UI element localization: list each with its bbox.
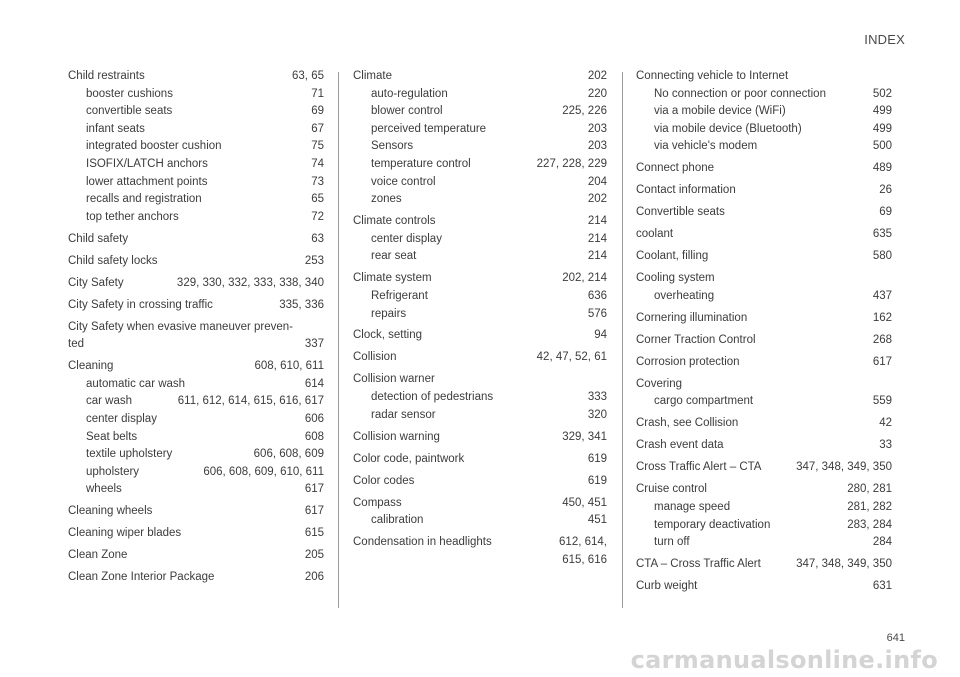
index-term: Climate: [353, 70, 392, 82]
index-subterm: upholstery: [86, 465, 140, 478]
index-entry-line: [353, 327, 607, 345]
index-entry: [636, 160, 892, 178]
index-pages: 202: [587, 70, 607, 82]
index-entry: [68, 569, 324, 587]
index-subentry: [68, 121, 324, 139]
index-term: Cleaning wiper blades: [68, 527, 182, 540]
column-divider: [622, 72, 623, 608]
index-entry-line: [68, 68, 324, 86]
index-subterm: temporary deactivation: [654, 518, 771, 531]
index-subpages: 283, 284: [847, 518, 892, 531]
index-term: Cornering illumination: [636, 311, 748, 324]
index-subentry: [353, 288, 607, 306]
index-subentry: [353, 248, 607, 266]
index-subpages: 74: [311, 157, 324, 170]
index-entry: [636, 376, 892, 411]
index-subterm: infant seats: [86, 122, 145, 135]
index-entry: [636, 332, 892, 350]
index-pages: 347, 348, 349, 350: [796, 558, 892, 571]
index-entry: [68, 547, 324, 565]
index-entry-line: [68, 569, 324, 587]
index-term: Connect phone: [636, 162, 715, 175]
index-subentry: [636, 534, 892, 552]
index-entry-line: [68, 336, 324, 354]
index-entry: [68, 68, 324, 226]
index-entry: [636, 68, 892, 156]
index-pages: 347, 348, 349, 350: [796, 461, 892, 474]
index-subentry: [68, 393, 324, 411]
index-entry-line: [68, 358, 324, 376]
index-entry-line: [636, 481, 892, 499]
index-pages: 617: [872, 355, 892, 368]
index-entry: [353, 349, 607, 367]
index-pages: 280, 281: [847, 483, 892, 496]
index-subpages: 559: [872, 395, 892, 408]
index-subentry: [68, 174, 324, 192]
index-subterm: radar sensor: [371, 408, 436, 421]
index-subpages: 220: [587, 87, 607, 100]
index-entry-line: [68, 525, 324, 543]
index-pages: 33: [879, 439, 892, 452]
index-term: Child safety: [68, 232, 129, 245]
index-subentry: [353, 231, 607, 249]
index-term: Contact information: [636, 184, 736, 197]
index-entry-line: [636, 160, 892, 178]
index-subpages: 499: [872, 122, 892, 135]
index-subterm: rear seat: [371, 250, 417, 263]
index-subpages: 65: [311, 193, 324, 206]
index-column-2: [353, 68, 607, 574]
index-pages: 612, 614,: [559, 536, 607, 549]
index-subpages: 71: [311, 87, 324, 100]
index-entry: [68, 319, 324, 354]
index-subentry: [353, 156, 607, 174]
index-pages: 608, 610, 611: [254, 360, 324, 373]
index-term: Clock, setting: [353, 329, 423, 342]
index-subentry: [636, 499, 892, 517]
index-subpages: 320: [587, 408, 607, 421]
index-subpages: 606: [304, 413, 324, 426]
index-subentry: [68, 86, 324, 104]
index-pages: 619: [587, 474, 607, 487]
index-subentry: [353, 512, 607, 530]
index-pages: 337: [304, 338, 324, 351]
index-entry-line: [353, 473, 607, 491]
index-subterm: Sensors: [371, 140, 414, 153]
index-entry-line: [636, 270, 892, 288]
index-subterm: booster cushions: [86, 87, 173, 100]
index-subterm: Refrigerant: [371, 289, 428, 302]
index-pages: 202, 214: [562, 272, 607, 285]
index-term: Covering: [636, 377, 683, 390]
index-subpages: 606, 608, 609: [253, 448, 324, 461]
index-term: CTA – Cross Traffic Alert: [636, 558, 761, 571]
index-subterm: turn off: [654, 536, 690, 549]
index-subterm: blower control: [371, 105, 443, 118]
index-entry-line: [636, 68, 892, 86]
index-pages: 450, 451: [562, 496, 607, 509]
index-subterm: No connection or poor connection: [654, 87, 826, 100]
index-term-continued: ted: [68, 338, 84, 351]
index-column-3: [636, 68, 892, 600]
index-subpages: 500: [872, 140, 892, 153]
index-subterm: perceived temperature: [371, 122, 487, 135]
index-pages: 268: [872, 333, 892, 346]
index-subpages: 67: [311, 122, 324, 135]
index-subentry: [68, 376, 324, 394]
index-subpages: 576: [587, 307, 607, 320]
page-header-title: INDEX: [864, 32, 905, 47]
index-pages: 42, 47, 52, 61: [536, 351, 607, 364]
index-subpages: 333: [587, 391, 607, 404]
index-entry: [353, 429, 607, 447]
index-subpages: 203: [587, 140, 607, 153]
index-subentry: [353, 407, 607, 425]
index-term: Cleaning wheels: [68, 505, 153, 518]
index-subentry: [353, 86, 607, 104]
index-pages: 253: [304, 254, 324, 267]
index-subpages: 202: [587, 193, 607, 206]
index-entry-line: [636, 204, 892, 222]
index-entry: [353, 495, 607, 530]
index-subterm: car wash: [86, 395, 133, 408]
index-entry: [68, 358, 324, 499]
index-entry-line: [68, 503, 324, 521]
index-entry: [636, 578, 892, 596]
index-subpages: 451: [587, 514, 607, 527]
index-entry: [636, 415, 892, 433]
page-number: 641: [886, 632, 905, 644]
watermark-bar: [0, 643, 960, 677]
index-subterm: repairs: [371, 307, 407, 320]
index-entry-line: [353, 534, 607, 552]
index-entry-line: [353, 349, 607, 367]
index-term: City Safety when evasive maneuver preven-: [68, 320, 293, 333]
index-entry: [68, 275, 324, 293]
index-term: Corner Traction Control: [636, 333, 756, 346]
index-subentry: [353, 138, 607, 156]
index-subpages: 204: [587, 175, 607, 188]
index-term: Curb weight: [636, 580, 698, 593]
index-pages: 617: [304, 505, 324, 518]
index-entry: [636, 556, 892, 574]
index-column-1: [68, 68, 324, 591]
index-subterm: calibration: [371, 514, 424, 527]
index-subterm: ISOFIX/LATCH anchors: [86, 157, 208, 170]
index-entry: [636, 459, 892, 477]
index-pages: 489: [872, 162, 892, 175]
index-term: Cooling system: [636, 272, 715, 285]
index-pages: 69: [879, 206, 892, 219]
index-term: Crash, see Collision: [636, 417, 739, 430]
index-subentry: [353, 306, 607, 324]
index-entry: [353, 68, 607, 209]
index-entry-line: [353, 371, 607, 389]
index-subpages: 225, 226: [562, 105, 607, 118]
index-subterm: integrated booster cushion: [86, 140, 222, 153]
index-entry: [353, 371, 607, 424]
index-entry-line: [636, 578, 892, 596]
index-subterm: via a mobile device (WiFi): [654, 105, 786, 118]
index-pages: 42: [879, 417, 892, 430]
index-entry-line: [636, 415, 892, 433]
index-entry: [636, 270, 892, 305]
index-entry: [68, 231, 324, 249]
index-term: Clean Zone: [68, 549, 128, 562]
index-pages: 329, 341: [562, 430, 607, 443]
index-pages: 206: [304, 571, 324, 584]
index-subpages: 617: [304, 483, 324, 496]
index-subentry: [636, 103, 892, 121]
index-subterm: Seat belts: [86, 430, 138, 443]
index-pages: 63, 65: [292, 70, 324, 82]
index-term: Collision warner: [353, 373, 435, 386]
index-term: Coolant, filling: [636, 250, 709, 263]
index-subpages: 636: [587, 289, 607, 302]
index-pages: 214: [587, 215, 607, 228]
index-subpages: 75: [311, 140, 324, 153]
index-entry-line: [353, 495, 607, 513]
index-entry: [636, 310, 892, 328]
index-term: Cruise control: [636, 483, 707, 496]
index-subterm: recalls and registration: [86, 193, 202, 206]
index-subpages: 611, 612, 614, 615, 616, 617: [177, 395, 324, 408]
index-term: Convertible seats: [636, 206, 725, 219]
index-term: Crash event data: [636, 439, 724, 452]
index-subpages: 72: [311, 210, 324, 223]
index-pages: 63: [311, 232, 324, 245]
index-subentry: [353, 103, 607, 121]
index-pages-continued: 615, 616: [562, 553, 607, 566]
index-entry-line: [353, 270, 607, 288]
index-term: City Safety in crossing traffic: [68, 298, 213, 311]
index-entry-line: [636, 437, 892, 455]
index-entry: [353, 473, 607, 491]
index-term: Climate controls: [353, 215, 436, 228]
index-entry: [353, 327, 607, 345]
column-divider: [338, 72, 339, 608]
index-entry-line: [636, 376, 892, 394]
index-subentry: [636, 517, 892, 535]
index-subterm: center display: [86, 413, 157, 426]
index-subpages: 214: [587, 250, 607, 263]
index-pages: 619: [587, 452, 607, 465]
index-subpages: 606, 608, 609, 610, 611: [203, 465, 324, 478]
index-term: Condensation in headlights: [353, 536, 492, 549]
index-term: Connecting vehicle to Internet: [636, 70, 789, 82]
index-subentry: [68, 411, 324, 429]
index-subterm: via mobile device (Bluetooth): [654, 122, 802, 135]
index-subpages: 284: [872, 536, 892, 549]
index-subterm: top tether anchors: [86, 210, 179, 223]
index-entry: [68, 503, 324, 521]
index-subentry: [636, 288, 892, 306]
index-subterm: wheels: [86, 483, 122, 496]
index-subterm: convertible seats: [86, 105, 173, 118]
index-subpages: 203: [587, 122, 607, 135]
index-subentry: [636, 393, 892, 411]
index-pages: 615: [304, 527, 324, 540]
index-entry-line: [353, 68, 607, 86]
index-pages: 162: [872, 311, 892, 324]
index-term: Climate system: [353, 272, 432, 285]
index-entry-line: [636, 248, 892, 266]
index-entry-line: [353, 213, 607, 231]
index-subterm: via vehicle's modem: [654, 140, 758, 153]
index-subentry: [353, 191, 607, 209]
index-entry: [353, 534, 607, 569]
index-entry-line: [68, 547, 324, 565]
index-subterm: lower attachment points: [86, 175, 208, 188]
index-entry: [68, 253, 324, 271]
index-term: coolant: [636, 228, 674, 241]
index-entry: [68, 525, 324, 543]
index-entry-line: [68, 297, 324, 315]
index-entry: [353, 451, 607, 469]
index-entry: [636, 248, 892, 266]
index-subentry: [353, 389, 607, 407]
index-entry-line: [636, 354, 892, 372]
index-subentry: [68, 446, 324, 464]
index-subterm: temperature control: [371, 157, 471, 170]
index-subentry: [68, 156, 324, 174]
index-subpages: 214: [587, 232, 607, 245]
index-subentry: [636, 86, 892, 104]
index-subpages: 502: [872, 87, 892, 100]
index-subterm: cargo compartment: [654, 395, 754, 408]
index-term: Child safety locks: [68, 254, 158, 267]
index-entry: [636, 481, 892, 551]
index-subentry: [68, 481, 324, 499]
index-term: City Safety: [68, 276, 124, 289]
index-term: Corrosion protection: [636, 355, 740, 368]
index-subpages: 281, 282: [847, 500, 892, 513]
index-subpages: 73: [311, 175, 324, 188]
index-subterm: textile upholstery: [86, 448, 173, 461]
index-term: Collision: [353, 351, 397, 364]
index-pages: 635: [872, 228, 892, 241]
index-pages: 26: [879, 184, 892, 197]
index-entry-line: [636, 556, 892, 574]
index-subterm: voice control: [371, 175, 436, 188]
index-entry: [636, 437, 892, 455]
index-pages: 335, 336: [279, 298, 324, 311]
index-subpages: 227, 228, 229: [536, 157, 607, 170]
index-subpages: 499: [872, 105, 892, 118]
index-entry: [68, 297, 324, 315]
index-entry-line: [68, 231, 324, 249]
index-term: Cleaning: [68, 360, 114, 373]
index-term: Child restraints: [68, 70, 145, 82]
index-entry: [636, 354, 892, 372]
index-entry: [636, 182, 892, 200]
index-subterm: auto-regulation: [371, 87, 448, 100]
index-subentry: [68, 103, 324, 121]
index-entry: [636, 226, 892, 244]
index-subterm: center display: [371, 232, 442, 245]
index-subpages: 608: [304, 430, 324, 443]
index-subentry: [636, 138, 892, 156]
index-subpages: 69: [311, 105, 324, 118]
index-pages: 631: [872, 580, 892, 593]
index-term: Clean Zone Interior Package: [68, 571, 215, 584]
index-pages: 329, 330, 332, 333, 338, 340: [176, 276, 324, 289]
index-pages: 205: [304, 549, 324, 562]
index-entry-line: [636, 332, 892, 350]
index-entry-line: [636, 310, 892, 328]
index-term: Color code, paintwork: [353, 452, 465, 465]
index-subentry: [68, 191, 324, 209]
index-term: Compass: [353, 496, 402, 509]
index-subentry: [68, 138, 324, 156]
index-subentry: [353, 121, 607, 139]
index-subterm: zones: [371, 193, 402, 206]
index-subpages: 437: [872, 289, 892, 302]
index-entry-line: [68, 253, 324, 271]
index-subterm: manage speed: [654, 500, 731, 513]
index-term: Cross Traffic Alert – CTA: [636, 461, 762, 474]
index-pages: 580: [872, 250, 892, 263]
index-subentry: [68, 429, 324, 447]
index-subentry: [353, 174, 607, 192]
index-subterm: detection of pedestrians: [371, 391, 494, 404]
index-entry-line: [353, 451, 607, 469]
index-entry-line: [636, 182, 892, 200]
index-term: Color codes: [353, 474, 415, 487]
index-subpages: 614: [304, 377, 324, 390]
index-subentry: [68, 464, 324, 482]
index-entry-line: [636, 226, 892, 244]
index-subterm: overheating: [654, 289, 715, 302]
index-entry: [353, 213, 607, 266]
index-entry-line: [68, 275, 324, 293]
index-subentry: [68, 209, 324, 227]
index-subterm: automatic car wash: [86, 377, 186, 390]
index-entry-line: [353, 429, 607, 447]
index-subentry: [636, 121, 892, 139]
index-entry-line: [636, 459, 892, 477]
watermark-text: carmanualsonline.info: [630, 646, 938, 674]
index-term: Collision warning: [353, 430, 440, 443]
index-entry: [636, 204, 892, 222]
index-pages: 94: [594, 329, 607, 342]
index-entry: [353, 270, 607, 323]
